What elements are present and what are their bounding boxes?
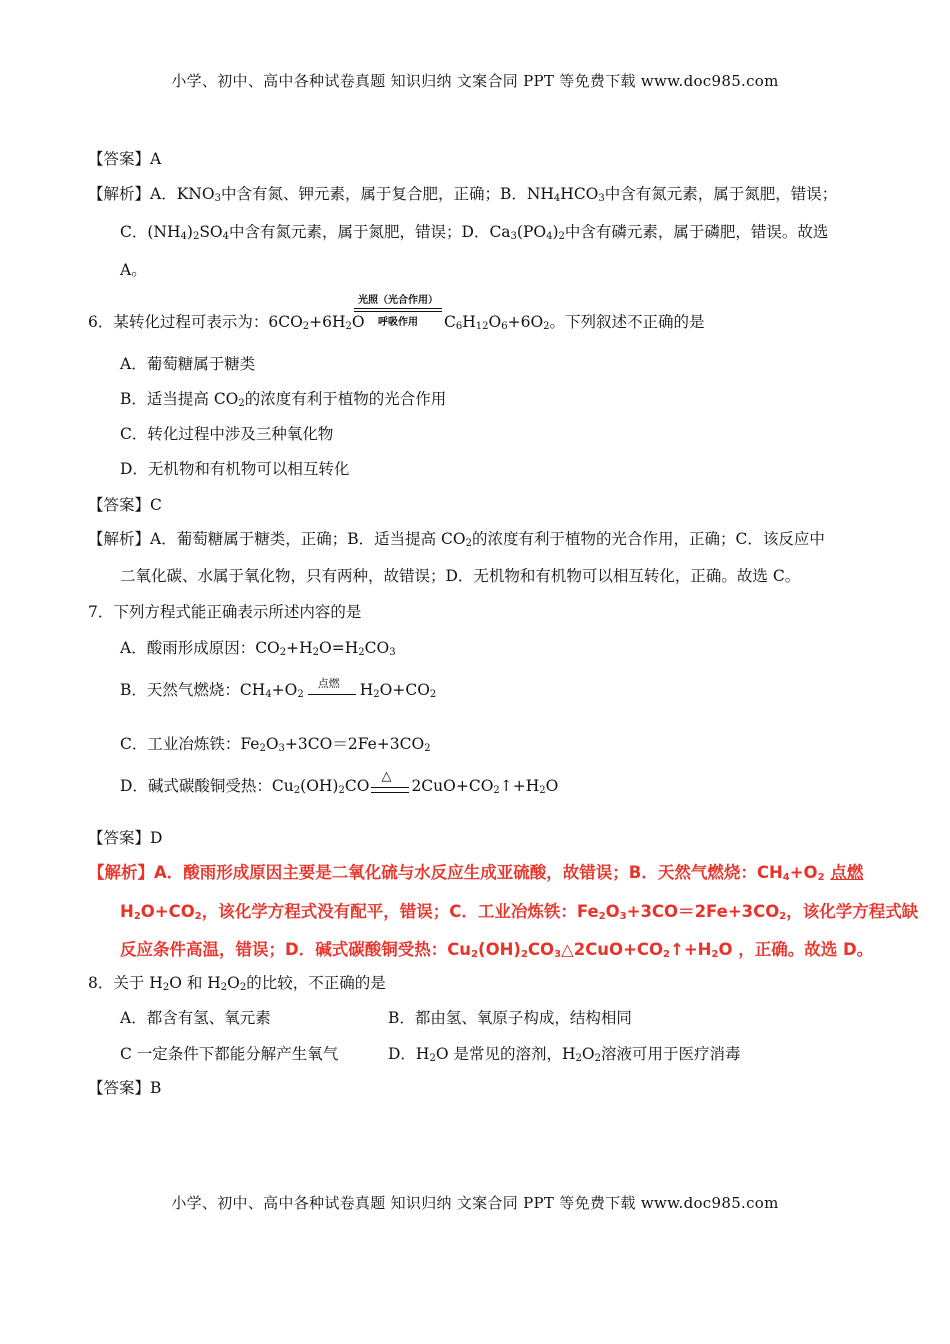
- q6-stem-left: 6．某转化过程可表示为：$6CO_2+6H_2O$: [88, 313, 365, 332]
- q8-option-c: C 一定条件下都能分解产生氧气: [120, 1045, 339, 1063]
- q8-stem: 8．关于 $H_2O$ 和 $H_2O_2$的比较，不正确的是: [88, 974, 386, 993]
- q6-option-a: A．葡萄糖属于糖类: [120, 355, 256, 373]
- q7d-condition: △: [381, 769, 392, 784]
- q6-reaction-arrow: [354, 291, 442, 328]
- q5-answer: 【答案】A: [88, 150, 162, 168]
- q7b-condition: 点燃: [317, 677, 340, 690]
- q8-option-a: A．都含有氢、氧元素: [120, 1009, 271, 1027]
- q7-option-b: B．天然气燃烧：$CH_4+O_2$ 点燃 $H_2O+CO_2$: [120, 677, 437, 700]
- q8-option-b: B．都由氢、氧原子构成，结构相同: [388, 1009, 632, 1027]
- q6-option-b: B．适当提高 $CO_2$的浓度有利于植物的光合作用: [120, 390, 447, 409]
- page-header: 小学、初中、高中各种试卷真题 知识归纳 文案合同 PPT 等免费下载 www.doc985.com: [171, 72, 779, 90]
- q6-answer: 【答案】C: [88, 496, 162, 514]
- q6-condition-bottom: 呼吸作用: [378, 317, 418, 328]
- reverse-arrow-line: [354, 311, 442, 312]
- q6-analysis-line1: 【解析】A．葡萄糖属于糖类，正确；B．适当提高 $CO_2$的浓度有利于植物的光合作用，正确；C．该反应中: [88, 530, 825, 549]
- q7-answer: 【答案】D: [88, 829, 163, 847]
- q8-answer: 【答案】B: [88, 1079, 162, 1097]
- q5-analysis-line1: 【解析】A．$KNO_3$中含有氮、钾元素，属于复合肥，正确；B．$NH_4HCO_3$中含有氮元素，属于氮肥，错误；: [88, 185, 838, 204]
- q6-option-d: D．无机物和有机物可以相互转化: [120, 460, 350, 478]
- q7-analysis-line1: 【解析】A．酸雨形成原因主要是二氧化硫与水反应生成亚硫酸，故错误；B．天然气燃烧：$CH_4+O_2$ 点燃: [88, 863, 864, 883]
- forward-arrow-line: [354, 308, 442, 309]
- q5-analysis-line2: C．$(NH_4)_2SO_4$中含有氮元素，属于氮肥，错误；D．$Ca_3(PO_4)_2$中含有磷元素，属于磷肥，错误。故选: [120, 223, 829, 242]
- page-footer: 小学、初中、高中各种试卷真题 知识归纳 文案合同 PPT 等免费下载 www.doc985.com: [171, 1194, 779, 1212]
- q7-analysis-line3: 反应条件高温，错误；D．碱式碳酸铜受热：$Cu_2(OH)_2CO_3\triangle 2CuO+CO_2↑+H_2O$ ，正确。故选 D。: [120, 940, 874, 960]
- q7-option-a: A．酸雨形成原因：$CO_2+H_2O=H_2CO_3$: [120, 639, 396, 658]
- q8-option-d: D．$H_2O$ 是常见的溶剂，$H_2O_2$溶液可用于医疗消毒: [388, 1045, 741, 1064]
- q6-analysis-line2: 二氧化碳、水属于氧化物，只有两种，故错误；D．无机物和有机物可以相互转化，正确。故选 C。: [120, 567, 801, 585]
- q6-option-c: C．转化过程中涉及三种氧化物: [120, 425, 334, 443]
- q7-option-c: C．工业冶炼铁：$Fe_2O_3+3CO=2Fe+3CO_2$: [120, 735, 431, 754]
- q5-analysis-line3: A。: [120, 261, 147, 279]
- q7-analysis-line2: $H_2O+CO_2$，该化学方程式没有配平，错误；C．工业冶炼铁：$Fe_2O_3+3CO=2Fe+3CO_2$，该化学方程式缺: [120, 902, 919, 922]
- q7-stem: 7．下列方程式能正确表示所述内容的是: [88, 603, 362, 621]
- q6-condition-top: 光照（光合作用）: [358, 295, 438, 306]
- q7-option-d: D．碱式碳酸铜受热：$Cu_2(OH)_2CO$ △ $2CuO+CO_2↑+H_2O$: [120, 769, 559, 796]
- q6-stem-right: $C_6H_{12}O_6+6O_2$。下列叙述不正确的是: [444, 313, 705, 332]
